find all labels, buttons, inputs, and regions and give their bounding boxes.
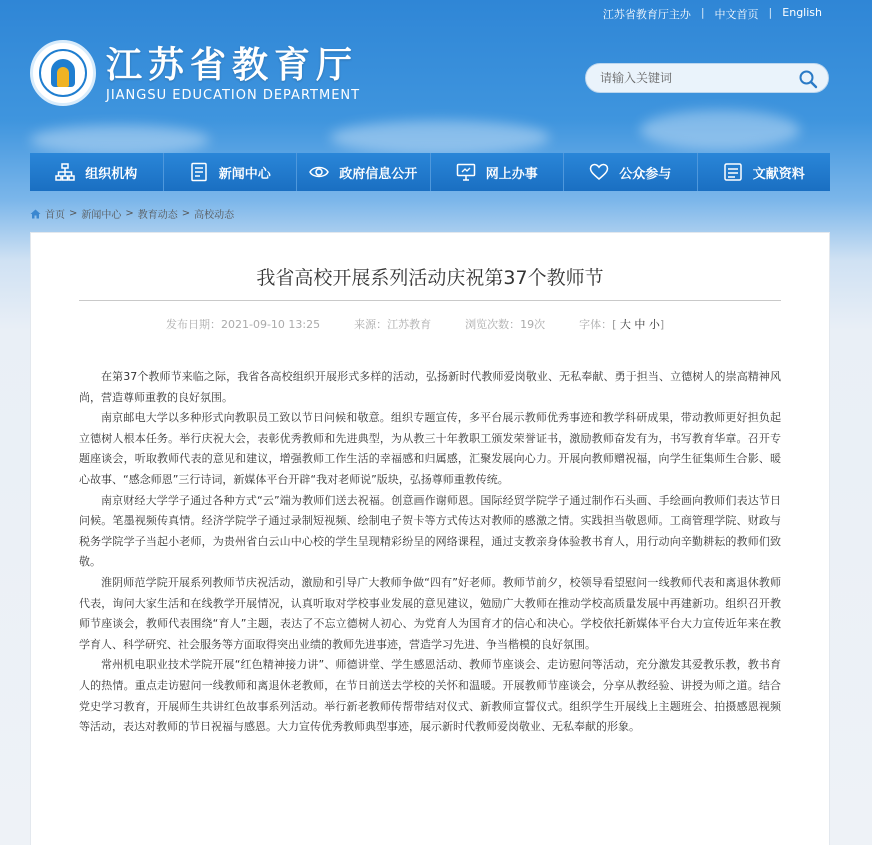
breadcrumb — [30, 206, 234, 221]
document-icon — [189, 162, 209, 182]
breadcrumb-separator: > — [181, 208, 191, 219]
cloud-decoration — [30, 125, 210, 155]
top-links — [603, 6, 822, 22]
nav-label: 网上办事 — [485, 166, 538, 182]
english-link[interactable]: English — [782, 6, 822, 19]
nav-label: 公众参与 — [619, 166, 672, 182]
font-size-small[interactable]: 小 — [648, 318, 660, 331]
emblem-icon — [30, 40, 96, 106]
article-source: 来源：江苏教育 — [354, 318, 432, 331]
main-nav — [30, 153, 830, 191]
breadcrumb-separator: > — [125, 208, 134, 219]
article-paragraph: 南京邮电大学以多种形式向教职员工致以节日问候和敬意。组织专题宣传，多平台展示教师优秀事迹和教学科研成果，带动教师更好担负起立德树人根本任务。举行庆祝大会，表彰优秀教师和先进典型，为从教三十年教职工颁发荣誉证书，激励教师奋发有为，书写教育华章。召开专题座谈会，听取教师代表的意见和建议，增强教师工作生活的幸福感和归属感，汇聚发展向心力。开展向教师赠祝福，向学生征集师生合影、暖心故事、“感念师恩”三行诗词，新媒体平台开辟“我对老师说”版块，弘扬尊师重教传统。 — [79, 411, 781, 486]
article-meta — [166, 316, 664, 332]
search-input[interactable] — [600, 71, 780, 85]
book-icon — [723, 162, 743, 182]
article-paragraph: 南京财经大学学子通过各种方式“云”端为教师们送去祝福。创意画作谢师恩。国际经贸学院学子通过制作石头画、手绘画向教师们表达节日问候。笔墨视频传真情。经济学院学子通过录制短视频、绘制电子贺卡等方式传达对教师的感激之情。实践担当敬恩师。工商管理学院、财政与税务学院学子当起小老师，为贵州省白云山中心校的学生呈现精彩纷呈的网络课程，通过支教亲身体验教书育人，用行动向辛勤耕耘的教师们致敬。 — [79, 493, 781, 569]
nav-label: 新闻中心 — [218, 166, 271, 182]
font-size-label: 字体： — [579, 318, 613, 331]
font-size-selector: 字体：[ 大 中 小] — [579, 318, 665, 331]
nav-item-news[interactable] — [164, 153, 298, 191]
article-paragraph: 在第37个教师节来临之际，我省各高校组织开展形式多样的活动，弘扬新时代教师爱岗敬业、无私奉献、勇于担当、立德树人的崇高精神风尚，营造尊师重教的良好氛围。 — [79, 370, 781, 404]
article-panel — [30, 232, 830, 845]
article-paragraph: 常州机电职业技术学院开展“红色精神接力讲”、师德讲堂、学生感恩活动、教师节座谈会、走访慰问等活动，充分激发其爱教乐教，教书育人的热情。重点走访慰问一线教师和离退休老教师，在节日前送去学校的关怀和温暖。开展教师节座谈会，分享从教经验、讲授为师之道。结合党史学习教育，开展师生共讲红色故事系列活动。举行新老教师传帮带结对仪式、新教师宣誓仪式。组织学生开展线上主题班会、拍摄感恩视频等活动，表达对教师的节日祝福与感恩。大力宣传优秀教师典型事迹，展示新时代教师爱岗敬业、无私奉献的形象。 — [79, 658, 781, 734]
separator: | — [768, 6, 773, 19]
breadcrumb-separator: > — [69, 208, 78, 219]
nav-label: 文献资料 — [752, 166, 805, 182]
heart-icon — [589, 162, 609, 182]
font-size-large[interactable]: 大 — [619, 318, 631, 331]
host-label: 江苏省教育厅主办 — [602, 8, 691, 21]
eye-icon — [309, 162, 329, 182]
article-body — [79, 367, 781, 738]
logo-title: 江苏省教育厅 — [106, 43, 359, 86]
chinese-home-link[interactable]: 中文首页 — [714, 8, 759, 21]
search-icon[interactable] — [798, 69, 818, 89]
breadcrumb-home[interactable]: 首页 — [45, 210, 65, 221]
breadcrumb-news[interactable]: 新闻中心 — [81, 210, 122, 221]
search-box — [585, 63, 829, 93]
publish-date: 发布日期：2021-09-10 13:25 — [166, 318, 321, 331]
article-paragraph: 淮阴师范学院开展系列教师节庆祝活动，激励和引导广大教师争做“四有”好老师。教师节前夕，校领导看望慰问一线教师代表和离退休教师代表，询问大家生活和在线教学开展情况，认真听取对学校事业发展的意见建议，勉励广大教师在推动学校高质量发展中再建新功。组织召开教师节座谈会，教师代表围绕“育人”主题，表达了不忘立德树人初心、为党育人为国育才的信心和决心。学校依托新媒体平台大力宣传近年来在教学育人、科学研究、社会服务等方面取得突出业绩的教师先进事迹，营造学习先进、争当楷模的良好氛围。 — [79, 575, 781, 651]
font-size-medium[interactable]: 中 — [634, 318, 646, 331]
nav-item-online-services[interactable] — [431, 153, 565, 191]
org-chart-icon — [55, 162, 75, 182]
nav-label: 组织机构 — [85, 166, 138, 182]
cloud-decoration — [330, 120, 550, 155]
monitor-icon — [456, 162, 476, 182]
home-icon — [30, 209, 41, 219]
cloud-decoration — [640, 110, 800, 150]
nav-item-info-disclosure[interactable] — [297, 153, 431, 191]
nav-item-documents[interactable] — [698, 153, 831, 191]
nav-item-org[interactable] — [30, 153, 164, 191]
nav-item-public-participation[interactable] — [564, 153, 698, 191]
site-logo[interactable] — [30, 40, 360, 106]
title-divider — [79, 300, 781, 301]
nav-label: 政府信息公开 — [339, 166, 418, 182]
breadcrumb-university-news[interactable]: 高校动态 — [194, 210, 235, 221]
logo-subtitle: JIANGSU EDUCATION DEPARTMENT — [106, 87, 361, 103]
separator: | — [700, 6, 705, 19]
view-count: 浏览次数：19次 — [465, 318, 546, 331]
breadcrumb-edu-news[interactable]: 教育动态 — [137, 210, 178, 221]
article-title: 我省高校开展系列活动庆祝第37个教师节 — [256, 267, 604, 289]
